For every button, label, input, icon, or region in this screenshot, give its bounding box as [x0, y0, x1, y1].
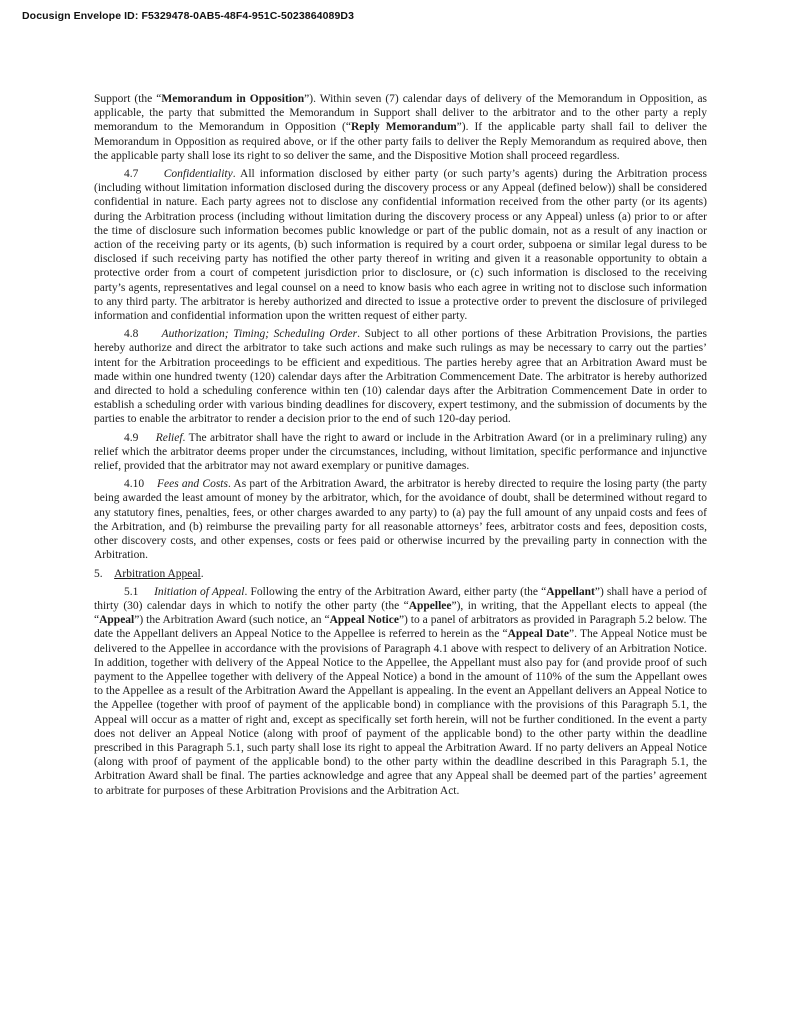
section-5-arbitration-appeal-heading: 5. Arbitration Appeal. [94, 567, 204, 580]
paragraph-4-8-authorization-timing: 4.8 Authorization; Timing; Scheduling Order. Subject to all other portions of these Arbitration Provisions, the parties hereby authorize and direct the arbitrator to take such actions and make such rulings as may be necessary to carry out the parties’ intent for the Arbitration proceedings to be efficient and expeditious. The parties hereby agree that an Arbitration Award must be made within one hundred twenty (120) calendar days after the Arbitration Commencement Date. The arbitrator is hereby authorized and directed to hold a scheduling conference within ten (10) calendar days after the Arbitration Commencement Date in order to establish a scheduling order with various binding deadlines for discovery, expert testimony, and the submission of documents by the parties to enable the arbitrator to render a decision prior to the end of such 120-day period. [94, 328, 708, 426]
paragraph-memorandum-continuation: Support (the “Memorandum in Opposition”). Within seven (7) calendar days of delivery of the Memorandum in Opposition, as applicable, the party that submitted the Memorandum in Support shall deliver to the arbitrator and to the other party a reply memorandum to the Memorandum in Opposition (“Reply Memorandum”). If the applicable party shall fail to deliver the Memorandum in Opposition as required above, or if the other party fails to deliver the Reply Memorandum as required above, then the applicable party shall lose its right to so deliver the same, and the Dispositive Motion shall proceed regardless. [94, 93, 708, 162]
paragraph-4-10-fees-and-costs: 4.10 Fees and Costs. As part of the Arbitration Award, the arbitrator is hereby directed to require the losing party (the party being awarded the least amount of money by the arbitrator, which, for the avoidance of doubt, shall be determined without regard to any statutory fines, penalties, fees, or other charges awarded to any party) to (a) pay the full amount of any unpaid costs and fees of the Arbitration, and (b) reimburse the prevailing party for all reasonable attorneys’ fees, arbitrator costs and fees, deposition costs, other discovery costs, and other expenses, costs or fees paid or otherwise incurred by the prevailing party in connection with the Arbitration. [94, 478, 707, 562]
paragraph-5-1-initiation-of-appeal: 5.1 Initiation of Appeal. Following the entry of the Arbitration Award, either party (the “Appellant”) shall have a period of thirty (30) calendar days in which to notify the other party (the “Appellee”), in writing, that the Appellant elects to appeal (the “Appeal”) the Arbitration Award (such notice, an “Appeal Notice”) to a panel of arbitrators as provided in Paragraph 5.2 below. The date the Appellant delivers an Appeal Notice to the Appellee is referred to herein as the “Appeal Date”. The Appeal Notice must be delivered to the Appellee in accordance with the provisions of Paragraph 4.1 above with respect to delivery of an Arbitration Notice. In addition, together with delivery of the Appeal Notice to the Appellee, the Appellant must also pay for (and provide proof of such payment to the Appellee together with delivery of the Appeal Notice) a bond in the amount of 110% of the sum the Appellant owes to the Appellee as a result of the Arbitration Award the Appellant is appealing. In the event an Appellant delivers an Appeal Notice to the Appellee (together with proof of payment of the applicable bond) in compliance with the provisions of this Paragraph 5.1, the Appeal will occur as a matter of right and, except as specifically set forth herein, will not be further conditioned. In the event a party does not deliver an Appeal Notice (along with proof of payment of the applicable bond) to the other party within the deadline prescribed in this Paragraph 5.1, such party shall lose its right to appeal the Arbitration Award. If no party delivers an Appeal Notice (along with proof of payment of the applicable bond) to the other party within the deadline described in this Paragraph 5.1, the Arbitration Award shall be final. The parties acknowledge and agree that any Appeal shall be deemed part of the parties’ agreement to arbitrate for purposes of these Arbitration Provisions and the Arbitration Act. [94, 585, 707, 797]
document-page [94, 92, 707, 798]
docusign-envelope-id: Docusign Envelope ID: F5329478-0AB5-48F4-951C-5023864089D3 [22, 10, 355, 22]
paragraph-4-9-relief: 4.9 Relief. The arbitrator shall have the right to award or include in the Arbitration Award (or in a preliminary ruling) any relief which the arbitrator deems proper under the circumstances, including, without limitation, specific performance and injunctive relief, provided that the arbitrator may not award exemplary or punitive damages. [94, 431, 707, 473]
paragraph-4-7-confidentiality: 4.7 Confidentiality. All information disclosed by either party (or such party’s agents) during the Arbitration process (including without limitation information disclosed during the discovery process or any Appeal (defined below)) shall be considered confidential in nature. Each party agrees not to disclose any confidential information received from the other party (or its agents) during the Arbitration process (including without limitation during the discovery process or any Appeal) unless (a) prior to or after the time of disclosure such information becomes public knowledge or part of the public domain, not as a result of any inaction or action of the receiving party or its agents, (b) such information is required by a court order, subpoena or similar legal duress to be disclosed if such receiving party has notified the other party thereof in writing and given it a reasonable opportunity to obtain a protective order from a court of competent jurisdiction prior to disclosure, or (c) such information is disclosed to the receiving party’s agents, representatives and legal counsel on a need to know basis who each agree in writing not to disclose such information to any third party. The arbitrator is hereby authorized and directed to issue a protective order to prevent the disclosure of privileged information and confidential information upon the written request of either party. [94, 168, 708, 323]
